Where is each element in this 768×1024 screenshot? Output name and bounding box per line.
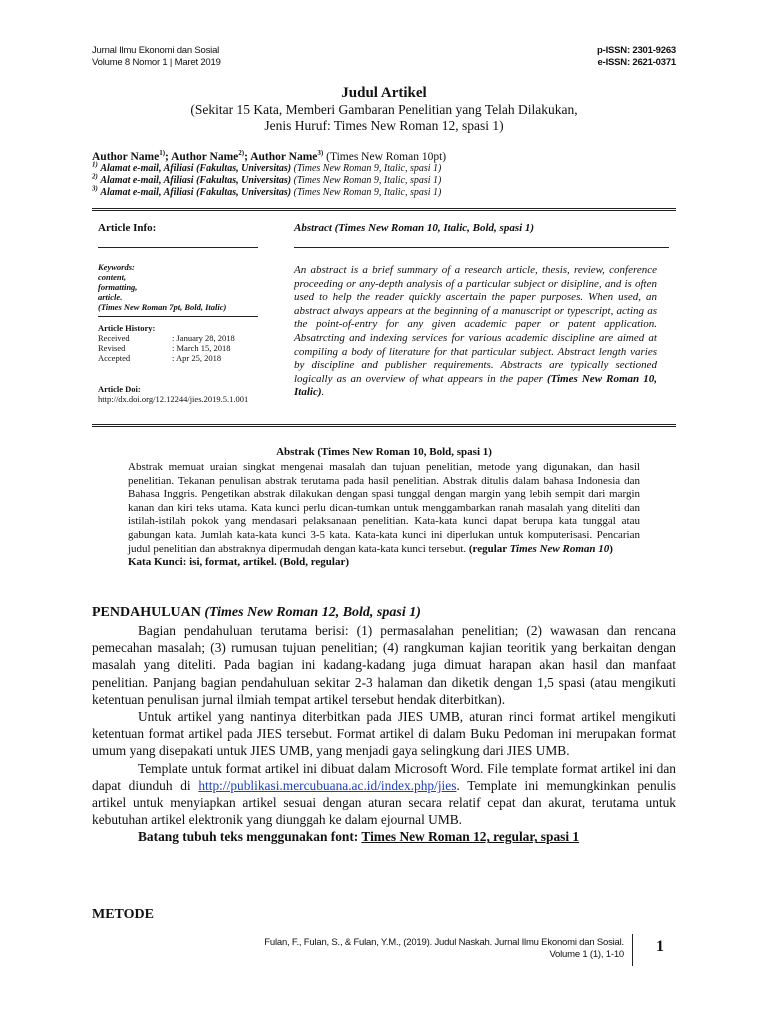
keyword-3: article. <box>98 292 123 302</box>
kata-kunci: Kata Kunci: isi, format, artikel. (Bold, regular) <box>128 556 349 569</box>
keywords-block <box>98 262 226 312</box>
abstract-english: An abstract is a brief summary of a research article, thesis, review, conference proceeding or any-depth analysis of a particular subject or disipline, and is often used to help the reader quickly ascertain the paper purposes. When used, an abstract always appears at the beginning of a manuscript or typescript, acting as the point-of-entry for any given academic paper or patent application. Absatrcting and indexing services for various academic discipline are aimed at compiling a body of literature for that particular subject. Abstract length varies by discipline and publisher requirements. Abstracts are typically sectioned logically as an overview of what appears in the paper (Times New Roman 10, Italic). <box>294 264 657 399</box>
keyword-2: formatting, <box>98 282 138 292</box>
intro-body <box>92 622 676 846</box>
title-block <box>0 84 768 134</box>
abstract-heading: Abstract (Times New Roman 10, Italic, Bold, spasi 1) <box>294 222 535 234</box>
keywords-label: Keywords: <box>98 262 135 272</box>
affiliation-3: $^{3)}$ Alamat e-mail, Afiliasi (Fakultas, Universitas) (Times New Roman 9, Italic, spasi 1) <box>92 184 442 198</box>
citation-line-2: Volume 1 (1), 1-10 <box>549 949 624 960</box>
intro-paragraph-1: Bagian pendahuluan terutama berisi: (1) permasalahan penelitian; (2) wawasan dan rencana pemecahan masalah; (3) rumusan tujuan penelitian; (4) rangkuman kajian teoritik yang berkaitan dengan masalah yang diteliti. Pada bagian ini kadang-kadang juga dimuat harapan akan hasil dan manfaat penelitian. Panjang bagian pendahuluan sekitar 2-3 halaman dan diketik dengan 1,5 spasi (atau mengikuti ketentuan penulisan jurnal ilmiah tempat artikel tersebut hendak diterbitkan). <box>92 623 676 707</box>
title-subtitle-1: (Sekitar 15 Kata, Memberi Gambaran Penelitian yang Telah Dilakukan, <box>190 102 578 117</box>
abstract-closing: (Times New Roman 10, Italic) <box>294 372 657 399</box>
doi-block <box>98 384 248 404</box>
abstrak-heading: Abstrak (Times New Roman 10, Bold, spasi 1) <box>276 446 492 458</box>
divider-bottom <box>92 424 676 425</box>
section-heading-pendahuluan: PENDAHULUAN (Times New Roman 12, Bold, spasi 1) <box>92 605 421 620</box>
article-info-rule <box>98 247 258 248</box>
keyword-1: content, <box>98 272 127 282</box>
abstract-text: An abstract is a brief summary of a research article, thesis, review, conference proceeding or any-depth analysis of a particular subject or disipline, and is often used to help the reader quickly ascertain the paper purposes. When used, an abstract always appears at the beginning of a manuscript or typescript, acting as the point-of-entry for any given academic paper or patent application. Absatrcting and indexing services for various academic discipline are aimed at compiling a body of literature for that particular subject. Abstract length varies by discipline and publisher requirements. Abstracts are typically sectioned logically as an overview of what appears in the paper <box>294 264 657 385</box>
author-name-2: ; Author Name <box>165 151 239 163</box>
divider-top <box>92 208 676 209</box>
footer-divider <box>632 934 633 966</box>
keywords-rule <box>98 316 258 317</box>
history-label: Article History: <box>98 323 156 333</box>
running-header-right <box>597 45 676 68</box>
history-received: Received : January 28, 2018 <box>98 333 235 343</box>
article-history <box>98 323 268 363</box>
history-revised: Revised : March 15, 2018 <box>98 343 231 353</box>
affiliation-2: $^{2)}$ Alamat e-mail, Afiliasi (Fakultas, Universitas) (Times New Roman 9, Italic, spasi 1) <box>92 172 442 186</box>
author-name-3: ; Author Name <box>244 151 318 163</box>
divider-top-double <box>92 210 676 211</box>
volume-line: Volume 8 Nomor 1 | Maret 2019 <box>92 56 221 68</box>
e-issn: e-ISSN: 2621-0371 <box>597 56 676 68</box>
article-title: Judul Artikel <box>341 85 427 101</box>
affiliation-1: $^{1)}$ Alamat e-mail, Afiliasi (Fakultas, Universitas) (Times New Roman 9, Italic, spasi 1) <box>92 160 442 174</box>
intro-paragraph-2: Untuk artikel yang nantinya diterbitkan pada JIES UMB, aturan rinci format artikel mengikuti ketentuan format artikel pada JIES tersebut. Format artikel di dalam Buku Pedoman ini merupakan format umum yang disepakati untuk JIES UMB, yang menjadi gaya selingkung dari JIES UMB. <box>92 709 676 759</box>
intro-paragraph-3: Template untuk format artikel ini dibuat dalam Microsoft Word. File template format artikel ini dan dapat diunduh di http://publikasi.mercubuana.ac.id/index.php/jies. Template ini memungkinkan penulis artikel untuk menyiapkan artikel sesuai dengan aturan secara relatif cepat dan akurat, terutama untuk kebutuhan artikel elektronik yang diunggah ke dalam ejournal UMB. <box>92 760 676 828</box>
p-issn: p-ISSN: 2301-9263 <box>597 45 676 56</box>
doi-label: Article Doi: <box>98 384 141 394</box>
journal-name: Jurnal Ilmu Ekonomi dan Sosial <box>92 45 220 56</box>
section-heading-metode: METODE <box>92 907 154 922</box>
history-accepted: Accepted : Apr 25, 2018 <box>98 353 222 363</box>
divider-bottom-double <box>92 426 676 427</box>
author-font-note: (Times New Roman 10pt) <box>323 151 447 163</box>
keywords-note: (Times New Roman 7pt, Bold, Italic) <box>98 302 227 312</box>
abstrak-indonesian: Abstrak memuat uraian singkat mengenai masalah dan tujuan penelitian, metode yang digunakan, dan hasil penelitian. Tekanan penulisan abstrak terutama pada hasil penelitian. Abstrak ditulis dalam bahasa Indonesia dan Bahasa Inggris. Pengetikan abstrak dilakukan dengan spasi tunggal dengan margin yang lebih sempit dari margin kanan dan kiri teks utama. Kata kunci perlu dican-tumkan untuk menggambarkan ranah masalah yang diteliti dan istilah-istilah pokok yang mendasari pelaksanaan penelitian. Kata-kata kunci dapat berupa kata tunggal atau gabungan kata. Jumlah kata-kata kunci 3-5 kata. Kata-kata kunci ini diperlukan untuk komputerisasi. Pencarian judul penelitian dan abstraknya dipermudah dengan kata-kata kunci tersebut. (regular Times New Roman 10) Kata Kunci: isi, format, artikel. (Bold, regular) <box>128 461 640 569</box>
citation-line-1: Fulan, F., Fulan, S., & Fulan, Y.M., (2019). Judul Naskah. Jurnal Ilmu Ekonomi dan Sosial. <box>264 937 624 948</box>
footer-citation <box>264 937 624 961</box>
abstract-rule <box>294 247 669 248</box>
intro-paragraph-4: Batang tubuh teks menggunakan font: Times New Roman 12, regular, spasi 1 <box>138 829 580 845</box>
page-number: 1 <box>656 938 664 955</box>
author-line: Author Name$^{1)}$; Author Name$^{2)}$; Author Name$^{3)}$ (Times New Roman 10pt) <box>92 149 447 163</box>
running-header-left <box>92 45 221 68</box>
title-subtitle-2: Jenis Huruf: Times New Roman 12, spasi 1) <box>264 118 504 133</box>
affiliation-list <box>92 160 442 199</box>
abstrak-text: Abstrak memuat uraian singkat mengenai masalah dan tujuan penelitian, metode yang digunakan, dan hasil penelitian. Tekanan penulisan abstrak terutama pada hasil penelitian. Abstrak ditulis dalam bahasa Indonesia dan Bahasa Inggris. Pengetikan abstrak dilakukan dengan spasi tunggal dengan margin yang lebih sempit dari margin kanan dan kiri teks utama. Kata kunci perlu dican-tumkan untuk menggambarkan ranah masalah yang diteliti dan istilah-istilah pokok yang mendasari pelaksanaan penelitian. Kata-kata kunci dapat berupa kata tunggal atau gabungan kata. Jumlah kata-kata kunci 3-5 kata. Kata-kata kunci ini diperlukan untuk komputerisasi. Pencarian judul penelitian dan abstraknya dipermudah dengan kata-kata kunci tersebut. <box>128 461 640 555</box>
template-link[interactable]: http://publikasi.mercubuana.ac.id/index.php/jies <box>198 777 457 793</box>
doi-link[interactable]: http://dx.doi.org/12.12244/jies.2019.5.1.001 <box>98 394 249 404</box>
article-info-heading: Article Info: <box>98 222 157 234</box>
author-name-1: Author Name <box>92 151 160 163</box>
